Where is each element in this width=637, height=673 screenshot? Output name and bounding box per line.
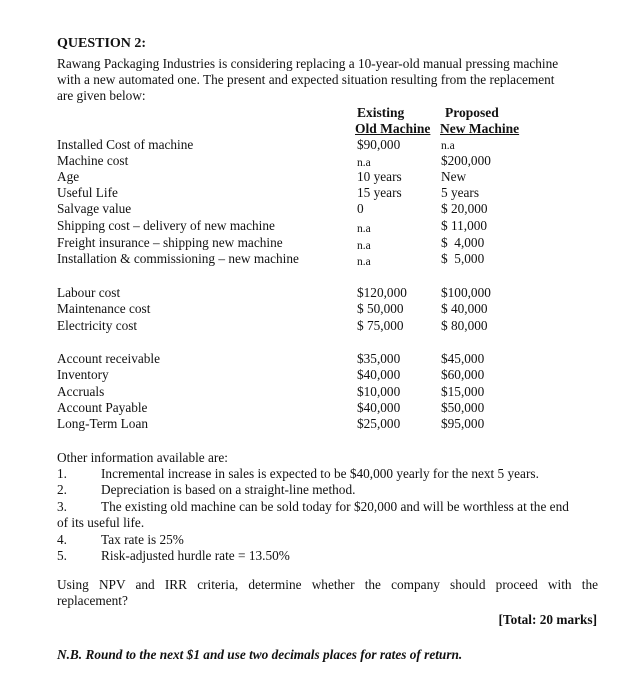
new-value: $ 5,000 [441, 251, 485, 266]
question-title: QUESTION 2: [57, 36, 147, 51]
old-value: $40,000 [357, 367, 401, 382]
old-value: $ 50,000 [357, 301, 404, 316]
old-value: 0 [357, 201, 364, 216]
header-old-machine: Old Machine [355, 121, 431, 136]
new-value: $45,000 [441, 351, 485, 366]
new-value: $ 11,000 [441, 218, 488, 233]
other-info-heading: Other information available are: [57, 450, 228, 465]
new-value: $ 4,000 [441, 235, 485, 250]
list-number: 2. [57, 482, 67, 497]
row-label: Salvage value [57, 201, 132, 216]
list-item-continuation: of its useful life. [57, 515, 145, 530]
old-value: n.a [357, 256, 371, 268]
row-label: Account receivable [57, 351, 160, 366]
list-item-text: Depreciation is based on a straight-line method. [101, 482, 356, 497]
old-value: n.a [357, 240, 371, 252]
header-new-machine: New Machine [440, 121, 520, 136]
row-label: Shipping cost – delivery of new machine [57, 218, 275, 233]
old-value: $90,000 [357, 137, 401, 152]
new-value: New [441, 169, 467, 184]
row-label: Accruals [57, 384, 105, 399]
old-value: $ 75,000 [357, 318, 404, 333]
row-label: Freight insurance – shipping new machine [57, 235, 283, 250]
intro-paragraph [57, 56, 607, 103]
new-value: $ 80,000 [441, 318, 488, 333]
header-existing: Existing [357, 105, 405, 120]
list-item-text: The existing old machine can be sold today for $20,000 and will be worthless at the end [101, 499, 569, 514]
old-value: 15 years [357, 185, 402, 200]
new-value: 5 years [441, 185, 480, 200]
list-number: 4. [57, 532, 67, 547]
total-marks: [Total: 20 marks] [498, 612, 597, 627]
row-label: Installation & commissioning – new machine [57, 251, 299, 266]
new-value: $95,000 [441, 416, 485, 431]
new-value: $ 20,000 [441, 201, 488, 216]
new-value: $60,000 [441, 367, 485, 382]
old-value: $10,000 [357, 384, 401, 399]
new-value: $50,000 [441, 400, 485, 415]
row-label: Account Payable [57, 400, 148, 415]
row-label: Long-Term Loan [57, 416, 149, 431]
task-paragraph [57, 577, 598, 609]
new-value: $ 40,000 [441, 301, 488, 316]
list-item-text: Tax rate is 25% [101, 532, 184, 547]
row-label: Maintenance cost [57, 301, 151, 316]
new-value: $200,000 [441, 153, 491, 168]
list-number: 3. [57, 499, 67, 514]
intro-line: Rawang Packaging Industries is considering replacing a 10-year-old manual pressing machine [57, 56, 559, 71]
rounding-note: N.B. Round to the next $1 and use two decimals places for rates of return. [57, 647, 463, 662]
old-value: $25,000 [357, 416, 401, 431]
row-label: Electricity cost [57, 318, 138, 333]
intro-line: with a new automated one. The present and expected situation resulting from the replacement [57, 71, 555, 87]
new-value: $100,000 [441, 285, 491, 300]
old-value: $120,000 [357, 285, 407, 300]
old-value: n.a [357, 157, 371, 169]
task-line: Using NPV and IRR criteria, determine whether the company should proceed with the [57, 577, 598, 592]
row-label: Useful Life [57, 185, 118, 200]
row-label: Labour cost [57, 285, 121, 300]
list-number: 1. [57, 466, 67, 481]
list-number: 5. [57, 548, 67, 563]
row-label: Installed Cost of machine [57, 137, 194, 152]
old-value: 10 years [357, 169, 402, 184]
row-label: Machine cost [57, 153, 129, 168]
old-value: n.a [357, 223, 371, 235]
new-value: $15,000 [441, 384, 485, 399]
row-label: Age [57, 169, 80, 184]
list-item-text: Risk-adjusted hurdle rate = 13.50% [101, 548, 290, 563]
new-value: n.a [441, 140, 455, 152]
header-proposed: Proposed [445, 105, 499, 120]
row-label: Inventory [57, 367, 109, 382]
intro-line: are given below: [57, 87, 146, 103]
list-item-text: Incremental increase in sales is expected to be $40,000 yearly for the next 5 years. [101, 466, 539, 481]
old-value: $35,000 [357, 351, 401, 366]
old-value: $40,000 [357, 400, 401, 415]
task-line: replacement? [57, 593, 128, 608]
